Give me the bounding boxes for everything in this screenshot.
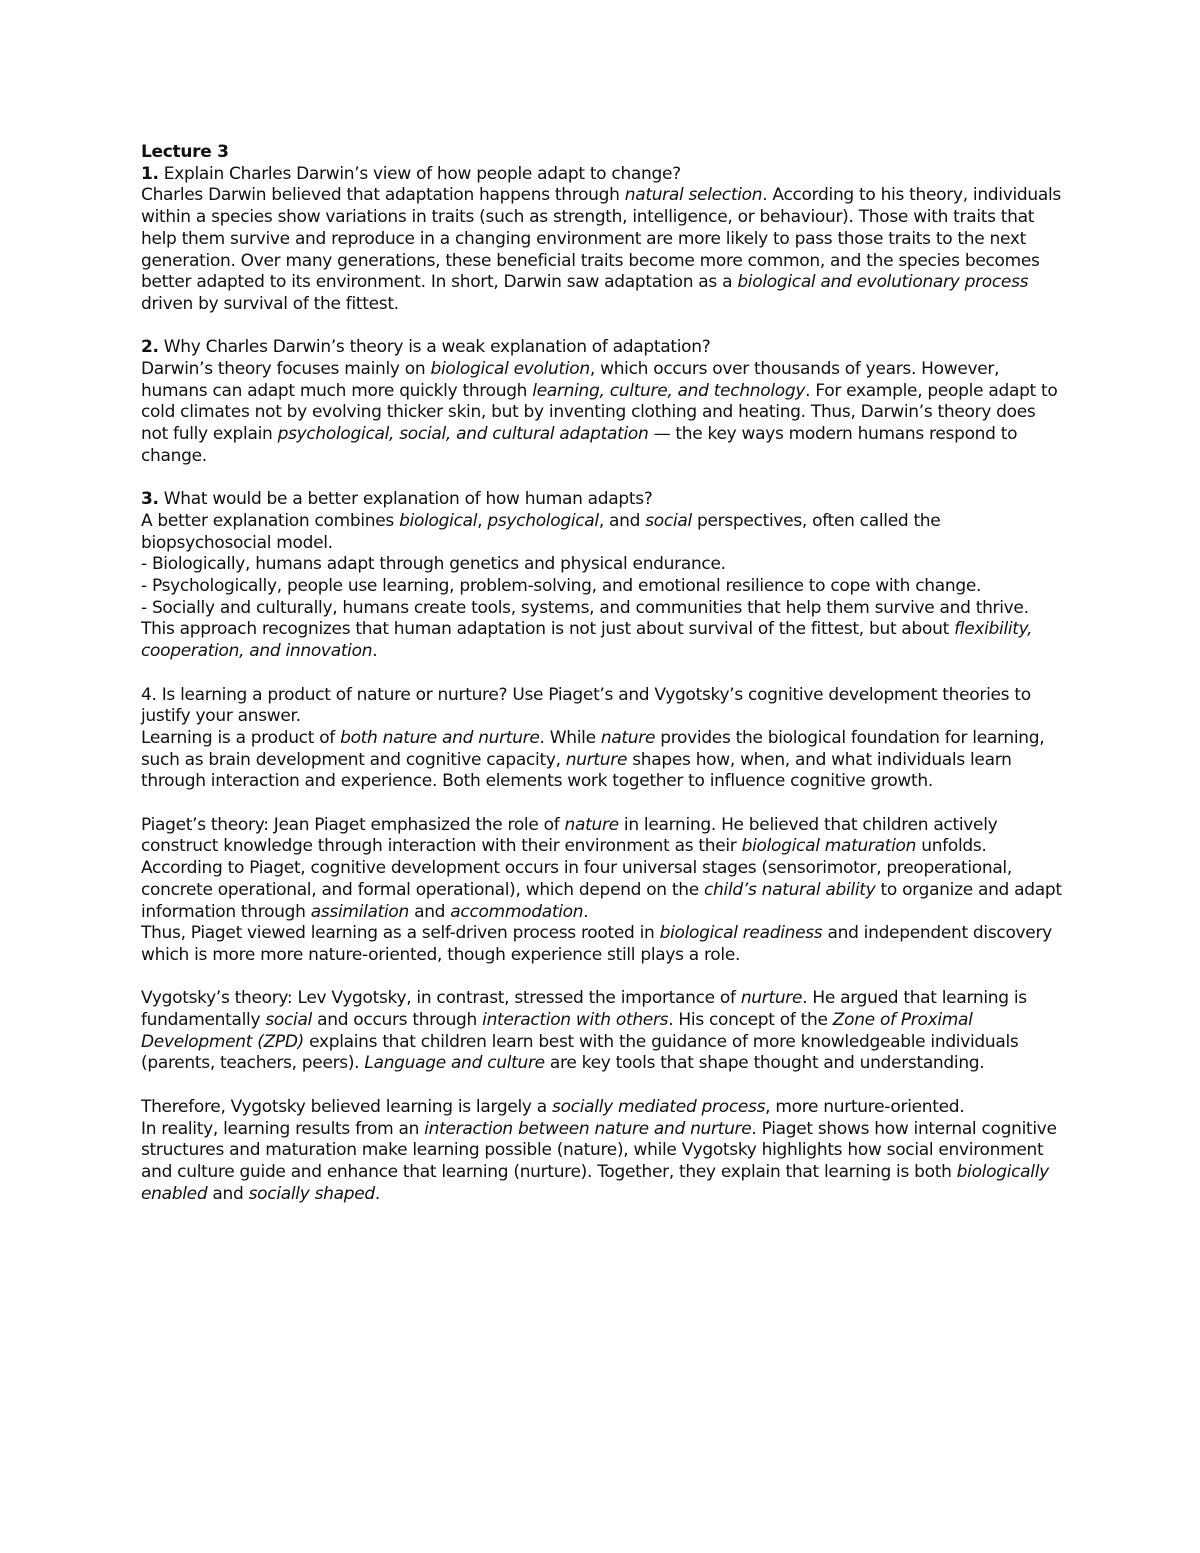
piaget-summary: [141, 923, 1066, 966]
answer-text: and occurs through: [312, 1010, 483, 1031]
question-4: 4. Is learning a product of nature or nurture? Use Piaget’s and Vygotsky’s cognitive development theories to justify your answer.: [141, 684, 1031, 727]
answer-text: , more nurture-oriented.: [765, 1096, 965, 1117]
bullet-item: - Biologically, humans adapt through genetics and physical endurance.: [141, 554, 726, 575]
answer-emphasis: both nature and nurture: [340, 727, 540, 748]
vygotsky-paragraph: [141, 988, 1066, 1075]
question-1: [141, 164, 1066, 186]
answer-emphasis: biological maturation: [741, 836, 917, 857]
answer-text: . While: [539, 727, 601, 748]
answer-text: perspectives, often called the biopsychosocial model.: [141, 510, 941, 553]
answer-text: .: [372, 641, 378, 662]
question-number: 3.: [141, 489, 159, 510]
question-number: 2.: [141, 337, 159, 358]
answer-text: and: [207, 1183, 249, 1204]
answer-text: In reality, learning results from an: [141, 1118, 425, 1139]
answer-text: Learning is a product of: [141, 727, 341, 748]
answer-text: Charles Darwin believed that adaptation happens through: [141, 185, 625, 206]
answer-emphasis: learning, culture, and technology: [532, 380, 806, 401]
answer-text: — the key ways modern humans respond to change.: [141, 424, 1018, 466]
answer-emphasis: nature: [600, 727, 656, 748]
answer-text: Thus, Piaget viewed learning as a self-driven process rooted in: [141, 923, 660, 944]
question-text: Why Charles Darwin’s theory is a weak explanation of adaptation?: [158, 337, 711, 358]
answer-emphasis: socially mediated process: [552, 1096, 766, 1117]
answer-4: [141, 728, 1066, 793]
conclusion-summary: [141, 1119, 1066, 1206]
answer-emphasis: biologically enabled: [141, 1161, 1049, 1204]
answer-text: .: [374, 1183, 380, 1204]
answer-emphasis: biological readiness: [659, 923, 823, 944]
answer-text: ,: [477, 510, 488, 531]
answer-emphasis: social: [645, 510, 692, 531]
answer-text: in learning. He believed that children actively construct knowledge through interaction with their environment as their: [141, 814, 998, 857]
piaget-paragraph: [141, 815, 1066, 924]
question-number: 1.: [141, 163, 159, 184]
question-text: Explain Charles Darwin’s view of how people adapt to change?: [158, 163, 681, 184]
answer-1: [141, 185, 1066, 315]
answer-text: Piaget’s theory: Jean Piaget emphasized the role of: [141, 814, 565, 835]
answer-emphasis: flexibility, cooperation, and innovation: [141, 619, 1033, 662]
answer-text: are key tools that shape thought and understanding.: [544, 1053, 985, 1074]
bullet-item: - Psychologically, people use learning, problem-solving, and emotional resilience to cope with change.: [141, 576, 982, 597]
question-2: [141, 337, 1066, 359]
answer-emphasis: assimilation: [310, 901, 409, 922]
answer-emphasis: psychological: [487, 510, 599, 531]
answer-text: provides the biological foundation for learning, such as brain development and cognitive capacity,: [141, 727, 1045, 770]
answer-text: This approach recognizes that human adaptation is not just about survival of the fittest, but about: [141, 619, 955, 640]
answer-text: , which occurs over thousands of years. However, humans can adapt much more quickly through: [141, 359, 1000, 401]
conclusion-paragraph: [141, 1097, 1066, 1119]
answer-emphasis: natural selection: [624, 185, 763, 206]
answer-emphasis: biological: [399, 510, 478, 531]
answer-emphasis: socially shaped: [248, 1183, 375, 1204]
answer-emphasis: biological evolution: [430, 359, 590, 380]
answer-text: Darwin’s theory focuses mainly on: [141, 359, 431, 380]
answer-3: [141, 511, 1066, 554]
answer-text: . Piaget shows how internal cognitive structures and maturation make learning possible (nature), while Vygotsky highlights how social environment and culture guide and enhance that learning (nurture). Together, they explain that learning is both: [141, 1118, 1057, 1182]
answer-emphasis: social: [265, 1010, 313, 1031]
answer-emphasis: Language and culture: [364, 1053, 545, 1074]
answer-text: Therefore, Vygotsky believed learning is largely a: [141, 1096, 553, 1117]
answer-emphasis: biological and evolutionary process: [737, 272, 1029, 293]
answer-text: Vygotsky’s theory: Lev Vygotsky, in contrast, stressed the importance of: [141, 988, 741, 1009]
document-page: [141, 142, 1066, 1205]
answer-text: unfolds. According to Piaget, cognitive development occurs in four universal stages (sensorimotor, preoperational, concrete operational, and formal operational), which depend on the: [141, 836, 1012, 900]
answer-text: and: [408, 901, 451, 922]
answer-emphasis: interaction between nature and nurture: [424, 1118, 752, 1139]
answer-text: .: [583, 901, 589, 922]
answer-3-summary: [141, 619, 1066, 662]
answer-text: and independent discovery which is more more nature-oriented, though experience still plays a role.: [141, 923, 1052, 965]
answer-text: shapes how, when, and what individuals learn through interaction and experience. Both elements work together to influence cognitive growth.: [141, 749, 1012, 792]
answer-text: , and: [598, 510, 646, 531]
lecture-title: Lecture 3: [141, 142, 229, 162]
answer-text: . According to his theory, individuals within a species show variations in traits (such as strength, intelligence, or behaviour). Those with traits that help them survive and reproduce in a changing environment are more likely to pass those traits to the next generation. Over many generations, these beneficial traits become more common, and the species becomes better adapted to its environment. In short, Darwin saw adaptation as a: [141, 185, 1061, 293]
answer-2: [141, 359, 1066, 468]
answer-emphasis: psychological, social, and cultural adaptation: [277, 424, 649, 445]
answer-emphasis: nature: [564, 814, 619, 835]
answer-text: explains that children learn best with the guidance of more knowledgeable individuals (parents, teachers, peers).: [141, 1031, 1019, 1074]
answer-emphasis: accommodation: [450, 901, 584, 922]
answer-text: . His concept of the: [668, 1010, 833, 1031]
answer-text: to organize and adapt information through: [141, 879, 1062, 922]
answer-emphasis: nurture: [565, 749, 628, 770]
answer-emphasis: Zone of Proximal Development (ZPD): [141, 1010, 973, 1052]
answer-emphasis: nurture: [740, 988, 803, 1009]
answer-text: . He argued that learning is fundamentally: [141, 988, 1027, 1031]
answer-text: . For example, people adapt to cold climates not by evolving thicker skin, but by inventing clothing and heating. Thus, Darwin’s theory does not fully explain: [141, 380, 1058, 445]
answer-emphasis: child’s natural ability: [704, 879, 876, 900]
bullet-item: - Socially and culturally, humans create tools, systems, and communities that help them survive and thrive.: [141, 597, 1029, 618]
answer-emphasis: interaction with others: [482, 1010, 669, 1031]
question-text: What would be a better explanation of how human adapts?: [158, 489, 653, 510]
answer-text: A better explanation combines: [141, 510, 400, 531]
question-3: [141, 489, 1066, 511]
answer-text: driven by survival of the fittest.: [141, 293, 399, 314]
